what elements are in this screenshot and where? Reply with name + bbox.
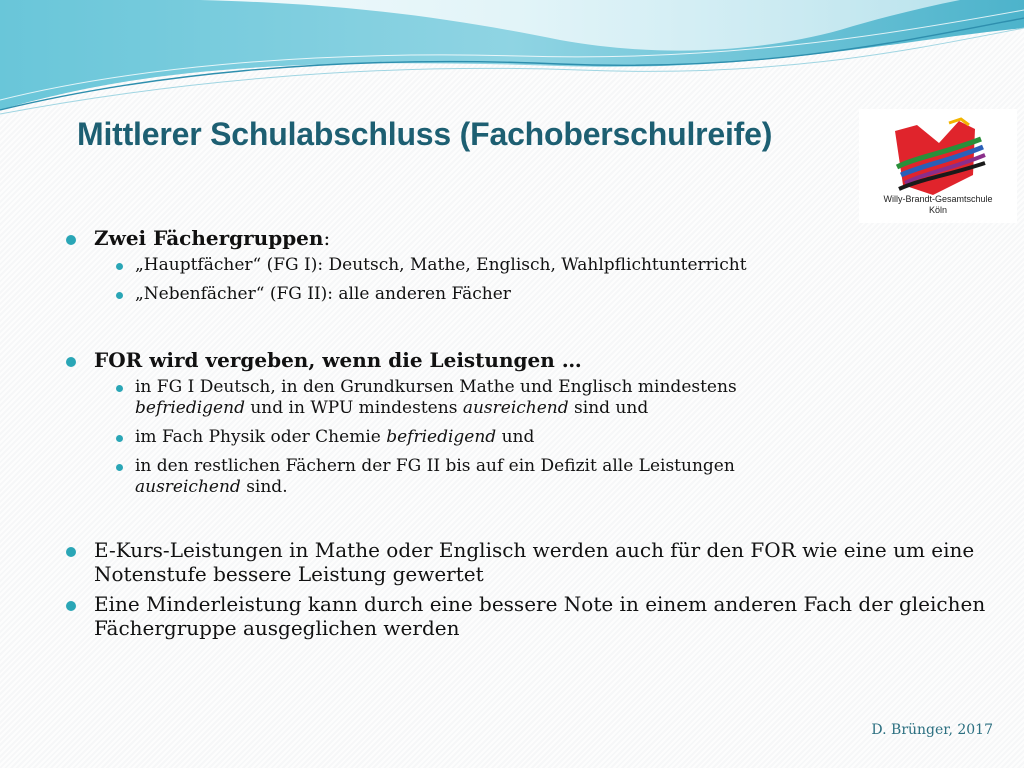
bullet-e-kurs: E-Kurs-Leistungen in Mathe oder Englisch werden auch für den FOR wie eine um eine Notenstufe bessere Leistung gewertet [60, 538, 990, 586]
bullet-faechergruppen-bold: Zwei Fächergruppen [94, 226, 324, 250]
bullet-list [60, 226, 990, 640]
sub-bullet-fg1-text1: in FG I Deutsch, in den Grundkursen Mathe und Englisch mindestens [135, 377, 737, 397]
logo-caption-line2: Köln [928, 205, 947, 215]
sub-bullet-fg1-italic1: befriedigend [135, 398, 245, 418]
sub-bullet-fg2-text1: in den restlichen Fächern der FG II bis auf ein Defizit alle Leistungen [135, 456, 735, 476]
sub-bullet-fg1 [94, 377, 990, 419]
sub-bullet-hauptfaecher: „Hauptfächer“ (FG I): Deutsch, Mathe, Englisch, Wahlpflichtunterricht [94, 255, 990, 276]
bullet-for-vergeben [60, 348, 990, 498]
sub-bullet-fg2-text2: sind. [240, 477, 288, 497]
sub-bullet-nebenfaecher: „Nebenfächer“ (FG II): alle anderen Fächer [94, 284, 990, 305]
bullet-for-vergeben-bold: FOR wird vergeben, wenn die Leistungen … [94, 348, 582, 372]
bullet-minderleistung: Eine Minderleistung kann durch eine bessere Note in einem anderen Fach der gleichen Fächergruppe ausgeglichen werden [60, 592, 990, 640]
logo-emblem-icon [889, 117, 989, 195]
sub-list-faechergruppen [94, 255, 990, 305]
bullet-faechergruppen-colon: : [323, 226, 331, 250]
sub-bullet-physik [94, 427, 990, 448]
logo-caption-line1: Willy-Brandt-Gesamtschule [883, 194, 993, 204]
sub-bullet-fg2-italic: ausreichend [135, 477, 241, 497]
sub-bullet-fg2 [94, 456, 990, 498]
school-logo [859, 109, 1017, 223]
bullet-faechergruppen [60, 226, 990, 305]
sub-bullet-fg1-text2: und in WPU mindestens [244, 398, 463, 418]
logo-caption [859, 194, 1017, 216]
sub-list-for [94, 377, 990, 498]
sub-bullet-fg1-text3: sind und [568, 398, 649, 418]
sub-bullet-physik-text2: und [496, 427, 535, 447]
slide-title: Mittlerer Schulabschluss (Fachoberschulreife) [77, 116, 773, 152]
sub-bullet-physik-italic: befriedigend [386, 427, 497, 447]
sub-bullet-fg1-italic2: ausreichend [462, 398, 569, 418]
author-footer: D. Brünger, 2017 [871, 722, 993, 738]
sub-bullet-physik-text1: im Fach Physik oder Chemie [135, 427, 387, 447]
header-wave [0, 0, 1024, 120]
